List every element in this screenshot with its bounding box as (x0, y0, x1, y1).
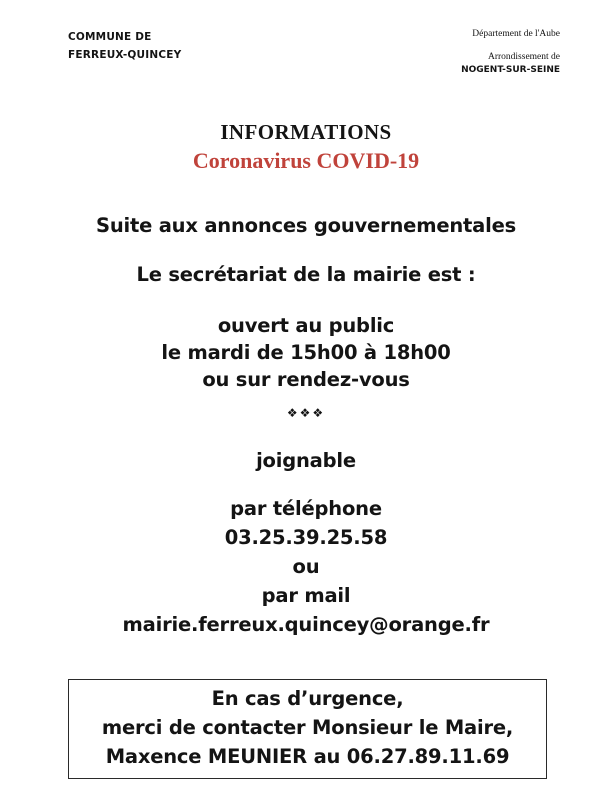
notice-subtitle: Coronavirus COVID-19 (192, 148, 420, 173)
commune-line-1: COMMUNE DE (68, 31, 152, 43)
emergency-box (68, 679, 547, 779)
opening-hours (0, 312, 612, 393)
contact-block (0, 494, 612, 639)
departement-label: Département de l'Aube (472, 29, 560, 39)
commune-line-2: FERREUX-QUINCEY (68, 49, 182, 61)
reachable-line: joignable (256, 449, 356, 472)
contact-phone-number: 03.25.39.25.58 (224, 526, 388, 549)
emergency-line: En cas d’urgence, (211, 687, 404, 710)
contact-line-or: ou (292, 555, 320, 578)
contact-email: mairie.ferreux.quincey@orange.fr (122, 613, 490, 636)
emergency-line: merci de contacter Monsieur le Maire, (101, 716, 514, 739)
opening-line: ouvert au public (217, 314, 395, 337)
arrondissement-label: Arrondissement de (487, 52, 560, 62)
commune-header (68, 28, 181, 64)
opening-line: le mardi de 15h00 à 18h00 (161, 341, 451, 364)
emergency-line: Maxence MEUNIER au 06.27.89.11.69 (105, 745, 510, 768)
notice-title: INFORMATIONS (220, 120, 392, 144)
diamond-separator: ❖❖❖ (286, 406, 326, 420)
contact-line-phone-label: par téléphone (230, 497, 382, 520)
secretariat-line: Le secrétariat de la mairie est : (136, 263, 476, 286)
department-header (461, 28, 560, 77)
arrondissement-city: NOGENT-SUR-SEINE (461, 65, 560, 75)
intro-line: Suite aux annonces gouvernementales (95, 214, 517, 237)
contact-line-mail-label: par mail (261, 584, 351, 607)
opening-line: ou sur rendez-vous (202, 368, 410, 391)
